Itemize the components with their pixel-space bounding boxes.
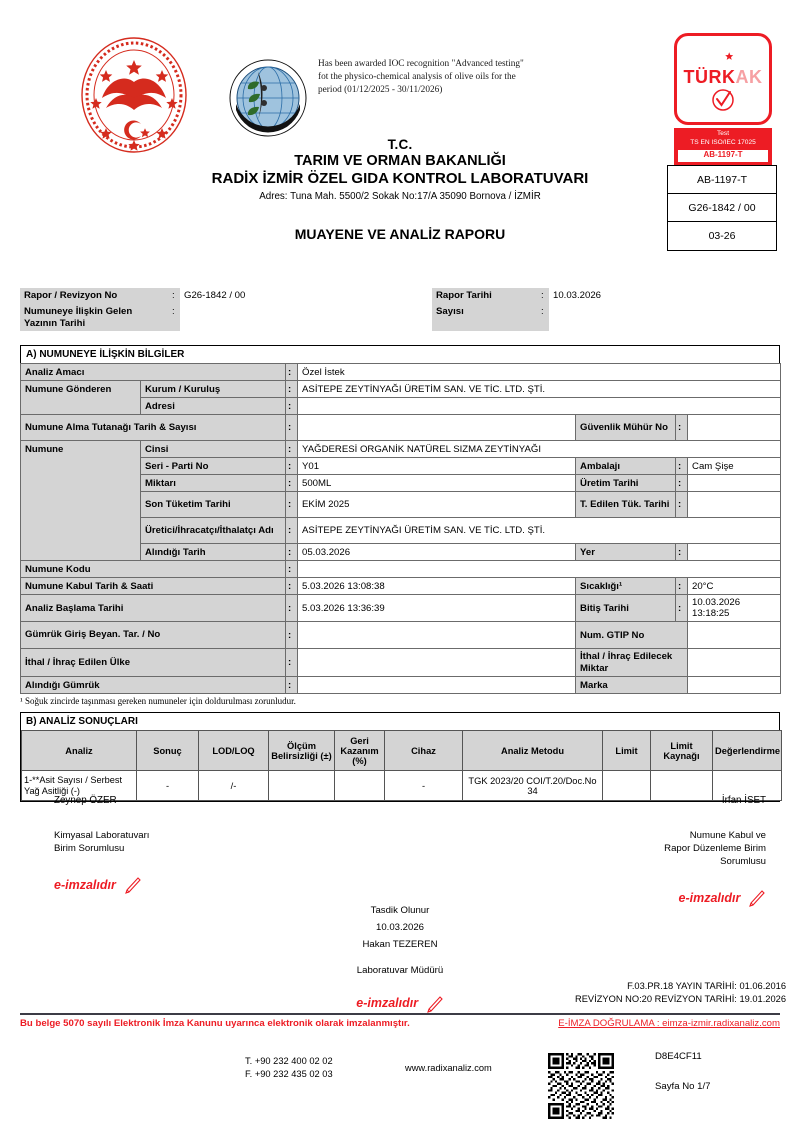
ambalaj-colon: : — [676, 458, 688, 475]
cinsi-value: YAĞDERESİ ORGANİK NATÜREL SIZMA ZEYTİNYAĞI — [298, 441, 781, 458]
col-lod-loq: LOD/LOQ — [199, 731, 269, 771]
cinsi-colon: : — [286, 441, 298, 458]
analysis-results-table — [21, 730, 782, 801]
tedilen-value — [688, 492, 781, 518]
seri-label: Seri - Parti No — [141, 458, 286, 475]
document-footer — [20, 1018, 780, 1029]
gonderen-label: Numune Gönderen — [21, 381, 141, 415]
analiz-amaci-colon: : — [286, 364, 298, 381]
document-header — [0, 0, 800, 268]
kabul-label: Numune Kabul Tarih & Saati — [21, 578, 286, 595]
right-signer-role: Numune Kabul ve Rapor Düzenleme Birim Sorumlusu — [664, 830, 766, 867]
gelen-yazi-label: Numuneye İlişkin Gelen Yazının Tarihi — [20, 304, 168, 331]
miktar2-value — [688, 649, 781, 677]
seri-value: Y01 — [298, 458, 576, 475]
spacer-1 — [392, 288, 432, 304]
right-eimza-label: e-imzalıdır — [678, 890, 741, 905]
form-ref-line2: REVİZYON NO:20 REVİZYON TARİHİ: 19.01.2026 — [575, 994, 786, 1005]
uretim-label: Üretim Tarihi — [576, 475, 676, 492]
rapor-no-label: Rapor / Revizyon No — [20, 288, 168, 304]
laboratory-name: RADİX İZMİR ÖZEL GIDA KONTROL LABORATUVARI — [211, 170, 589, 187]
turkak-badge — [674, 33, 772, 125]
contact-info — [245, 1055, 333, 1080]
ioc-recognition-text: Has been awarded IOC recognition "Advanced testing" fot the physico-chemical analysis of olive oils for the period (01/12/2025 - 30/11/2026) — [318, 59, 524, 96]
approval-label: Tasdik Olunur — [370, 905, 430, 917]
pen-icon — [746, 889, 766, 909]
baslama-label: Analiz Başlama Tarihi — [21, 595, 286, 622]
turkish-flag-crescent-icon — [711, 46, 735, 67]
son-tuketim-label: Son Tüketim Tarihi — [141, 492, 286, 518]
laboratory-address: Adres: Tuna Mah. 5500/2 Sokak No:17/A 35090 Bornova / İZMİR — [259, 191, 541, 202]
section-b-frame — [20, 730, 780, 802]
signature-row — [20, 795, 780, 909]
rapor-tarihi-colon: : — [537, 288, 549, 304]
yer-label: Yer — [576, 544, 676, 561]
miktar2-label: İthal / İhraç Edilecek Miktar — [576, 649, 688, 677]
col-geri-kazanim: Geri Kazanım (%) — [335, 731, 385, 771]
report-info-row-2 — [20, 304, 780, 331]
tutanak-colon: : — [286, 415, 298, 441]
tutanak-label: Numune Alma Tutanağı Tarih & Sayısı — [21, 415, 286, 441]
row-kurum — [21, 381, 781, 398]
turkak-check-circle-icon — [710, 87, 736, 113]
col-limit: Limit — [603, 731, 651, 771]
website-url[interactable]: www.radixanaliz.com — [405, 1063, 492, 1073]
kabul-colon: : — [286, 578, 298, 595]
row-cinsi — [21, 441, 781, 458]
results-header-row — [22, 731, 782, 771]
section-a-table — [20, 363, 781, 694]
miktar-colon: : — [286, 475, 298, 492]
ambalaj-value: Cam Şişe — [688, 458, 781, 475]
sayisi-value — [549, 304, 780, 331]
left-signer-role: Kimyasal Laboratuvarı Birim Sorumlusu — [54, 830, 150, 854]
bitis-label: Bitiş Tarihi — [576, 595, 676, 622]
gtip-value — [688, 622, 781, 649]
sicaklik-colon: : — [676, 578, 688, 595]
row-baslama — [21, 595, 781, 622]
row-alindigi-gumruk — [21, 677, 781, 694]
sayisi-label: Sayısı — [432, 304, 537, 331]
numune-kodu-colon: : — [286, 561, 298, 578]
gtip-label: Num. GTIP No — [576, 622, 688, 649]
left-signer-name: Zeynep ÖZER — [54, 795, 117, 806]
row-numune-kodu — [21, 561, 781, 578]
alindigi-tarih-colon: : — [286, 544, 298, 561]
numune-label: Numune — [21, 441, 141, 561]
tutanak-value — [298, 415, 576, 441]
pen-icon — [424, 995, 444, 1015]
col-analiz-metodu: Analiz Metodu — [463, 731, 603, 771]
col-limit-kaynagi: Limit Kaynağı — [651, 731, 713, 771]
row-analiz-amaci — [21, 364, 781, 381]
footer-divider — [20, 1013, 780, 1015]
ulke-label: İthal / İhraç Edilen Ülke — [21, 649, 286, 677]
turkak-word-turk: TÜRK — [683, 66, 736, 87]
rapor-tarihi-value: 10.03.2026 — [553, 290, 602, 301]
report-info-row-1 — [20, 288, 780, 304]
gumruk-beyan-value — [298, 622, 576, 649]
alindigi-gumruk-colon: : — [286, 677, 298, 694]
kurum-label: Kurum / Kuruluş — [141, 381, 286, 398]
cell-lod-loq: /- — [199, 771, 269, 801]
tedilen-colon: : — [676, 492, 688, 518]
cinsi-label: Cinsi — [141, 441, 286, 458]
form-ref-line1: F.03.PR.18 YAYIN TARİHİ: 01.06.2016 — [627, 981, 786, 991]
alindigi-tarih-value: 05.03.2026 — [298, 544, 576, 561]
approval-eimza-label: e-imzalıdır — [356, 996, 419, 1011]
fax-number: F. +90 232 435 02 03 — [245, 1068, 333, 1079]
gumruk-beyan-label: Gümrük Giriş Beyan. Tar. / No — [21, 622, 286, 649]
approval-name: Hakan TEZEREN — [362, 938, 438, 950]
ref-box-report-no: G26-1842 / 00 — [668, 194, 776, 222]
uretici-label: Üretici/İhracatçı/İthalatçı Adı — [141, 518, 286, 544]
rapor-no-value: G26-1842 / 00 — [184, 290, 246, 301]
document-hash: D8E4CF11 — [655, 1051, 702, 1062]
analiz-amaci-label: Analiz Amacı — [21, 364, 286, 381]
ulke-colon: : — [286, 649, 298, 677]
analiz-amaci-value: Özel İstek — [298, 364, 781, 381]
numune-kodu-label: Numune Kodu — [21, 561, 286, 578]
ministry-name: TARIM VE ORMAN BAKANLIĞI — [294, 153, 506, 169]
row-kabul — [21, 578, 781, 595]
baslama-colon: : — [286, 595, 298, 622]
yer-colon: : — [676, 544, 688, 561]
ref-box-period: 03-26 — [708, 230, 736, 242]
turkak-word-ak: AK — [735, 66, 763, 87]
turkak-standard: TS EN ISO/IEC 17025 — [690, 138, 756, 146]
form-reference — [575, 980, 786, 1006]
row-ulke — [21, 649, 781, 677]
muhur-label: Güvenlik Mühür No — [576, 415, 676, 441]
alindigi-gumruk-label: Alındığı Gümrük — [21, 677, 286, 694]
gelen-yazi-colon: : — [168, 304, 180, 331]
numune-kodu-value — [298, 561, 781, 578]
rapor-tarihi-label: Rapor Tarihi — [432, 288, 537, 304]
section-b — [20, 712, 780, 802]
approval-date: 10.03.2026 — [375, 922, 424, 934]
footer-top-row — [20, 1018, 780, 1029]
republic-label: T.C. — [387, 137, 413, 152]
page-number: Sayfa No 1/7 — [655, 1081, 711, 1092]
col-olcum-belirsizligi: Ölçüm Belirsizliği (±) — [269, 731, 335, 771]
phone-number: T. +90 232 400 02 02 — [245, 1056, 333, 1066]
sayisi-colon: : — [537, 304, 549, 331]
spacer-2 — [392, 304, 432, 331]
section-a — [20, 345, 780, 706]
turkak-test-label: Test — [716, 130, 730, 137]
page-title: MUAYENE VE ANALİZ RAPORU — [294, 226, 506, 242]
cell-analiz: 1-**Asit Sayısı / Serbest Yağ Asitliği (-) — [22, 771, 137, 801]
baslama-value: 5.03.2026 13:36:39 — [298, 595, 576, 622]
ref-box-accreditation: AB-1197-T — [668, 166, 776, 194]
marka-value — [688, 677, 781, 694]
kabul-value: 5.03.2026 13:08:38 — [298, 578, 576, 595]
adresi-colon: : — [286, 398, 298, 415]
miktar-label: Miktarı — [141, 475, 286, 492]
left-eimza-block — [54, 856, 250, 896]
pen-icon — [122, 876, 142, 896]
gumruk-beyan-colon: : — [286, 622, 298, 649]
turkak-accreditation-code: AB-1197-T — [678, 150, 768, 162]
muhur-value — [688, 415, 781, 441]
muhur-colon: : — [676, 415, 688, 441]
adresi-label: Adresi — [141, 398, 286, 415]
legal-notice: Bu belge 5070 sayılı Elektronik İmza Kanunu uyarınca elektronik olarak imzalanmıştır. — [20, 1018, 410, 1029]
sicaklik-value: 20°C — [688, 578, 781, 595]
ambalaj-label: Ambalajı — [576, 458, 676, 475]
uretici-value: ASİTEPE ZEYTİNYAĞI ÜRETİM SAN. VE TİC. LTD. ŞTİ. — [298, 518, 781, 544]
section-b-title: B) ANALİZ SONUÇLARI — [20, 712, 780, 730]
bitis-value: 10.03.2026 13:18:25 — [688, 595, 781, 622]
section-a-title: A) NUMUNEYE İLİŞKİN BİLGİLER — [20, 345, 780, 363]
tedilen-label: T. Edilen Tük. Tarihi — [576, 492, 676, 518]
col-analiz: Analiz — [22, 731, 137, 771]
gelen-yazi-value — [180, 304, 392, 331]
yer-value — [688, 544, 781, 561]
col-sonuc: Sonuç — [137, 731, 199, 771]
son-tuketim-value: EKİM 2025 — [298, 492, 576, 518]
approval-role: Laboratuvar Müdürü — [356, 964, 444, 976]
ioc-logo-icon — [228, 58, 308, 138]
report-body — [20, 288, 780, 802]
adresi-value — [298, 398, 781, 415]
sicaklik-label: Sıcaklığı¹ — [576, 578, 676, 595]
cell-metod: TGK 2023/20 COI/T.20/Doc.No 34 — [463, 771, 603, 801]
cell-cihaz: - — [385, 771, 463, 801]
kurum-colon: : — [286, 381, 298, 398]
right-signer-name: İrfan İSET — [721, 795, 766, 806]
uretim-colon: : — [676, 475, 688, 492]
cell-sonuc: - — [137, 771, 199, 801]
qr-code-icon — [548, 1053, 614, 1119]
col-cihaz: Cihaz — [385, 731, 463, 771]
ulke-value — [298, 649, 576, 677]
kurum-value: ASİTEPE ZEYTİNYAĞI ÜRETİM SAN. VE TİC. LTD. ŞTİ. — [298, 381, 781, 398]
rapor-no-colon: : — [168, 288, 180, 304]
row-gumruk-beyan — [21, 622, 781, 649]
son-tuketim-colon: : — [286, 492, 298, 518]
bitis-colon: : — [676, 595, 688, 622]
title-block — [0, 137, 800, 242]
section-a-footnote: ¹ Soğuk zincirde taşınması gereken numuneler için doldurulması zorunludur. — [20, 696, 296, 706]
marka-label: Marka — [576, 677, 688, 694]
signature-right — [550, 795, 780, 909]
miktar-value: 500ML — [298, 475, 576, 492]
signature-left — [20, 795, 250, 909]
left-eimza-label: e-imzalıdır — [54, 877, 116, 892]
alindigi-tarih-label: Alındığı Tarih — [141, 544, 286, 561]
verification-link[interactable]: E-İMZA DOĞRULAMA : eimza-izmir.radixanaliz.com — [558, 1018, 780, 1029]
seri-colon: : — [286, 458, 298, 475]
row-tutanak — [21, 415, 781, 441]
uretici-colon: : — [286, 518, 298, 544]
col-degerlendirme: Değerlendirme — [713, 731, 782, 771]
turkak-wordmark — [684, 68, 763, 86]
report-info-strip — [20, 288, 780, 331]
alindigi-gumruk-value — [298, 677, 576, 694]
uretim-value — [688, 475, 781, 492]
right-eimza-block — [550, 869, 766, 909]
